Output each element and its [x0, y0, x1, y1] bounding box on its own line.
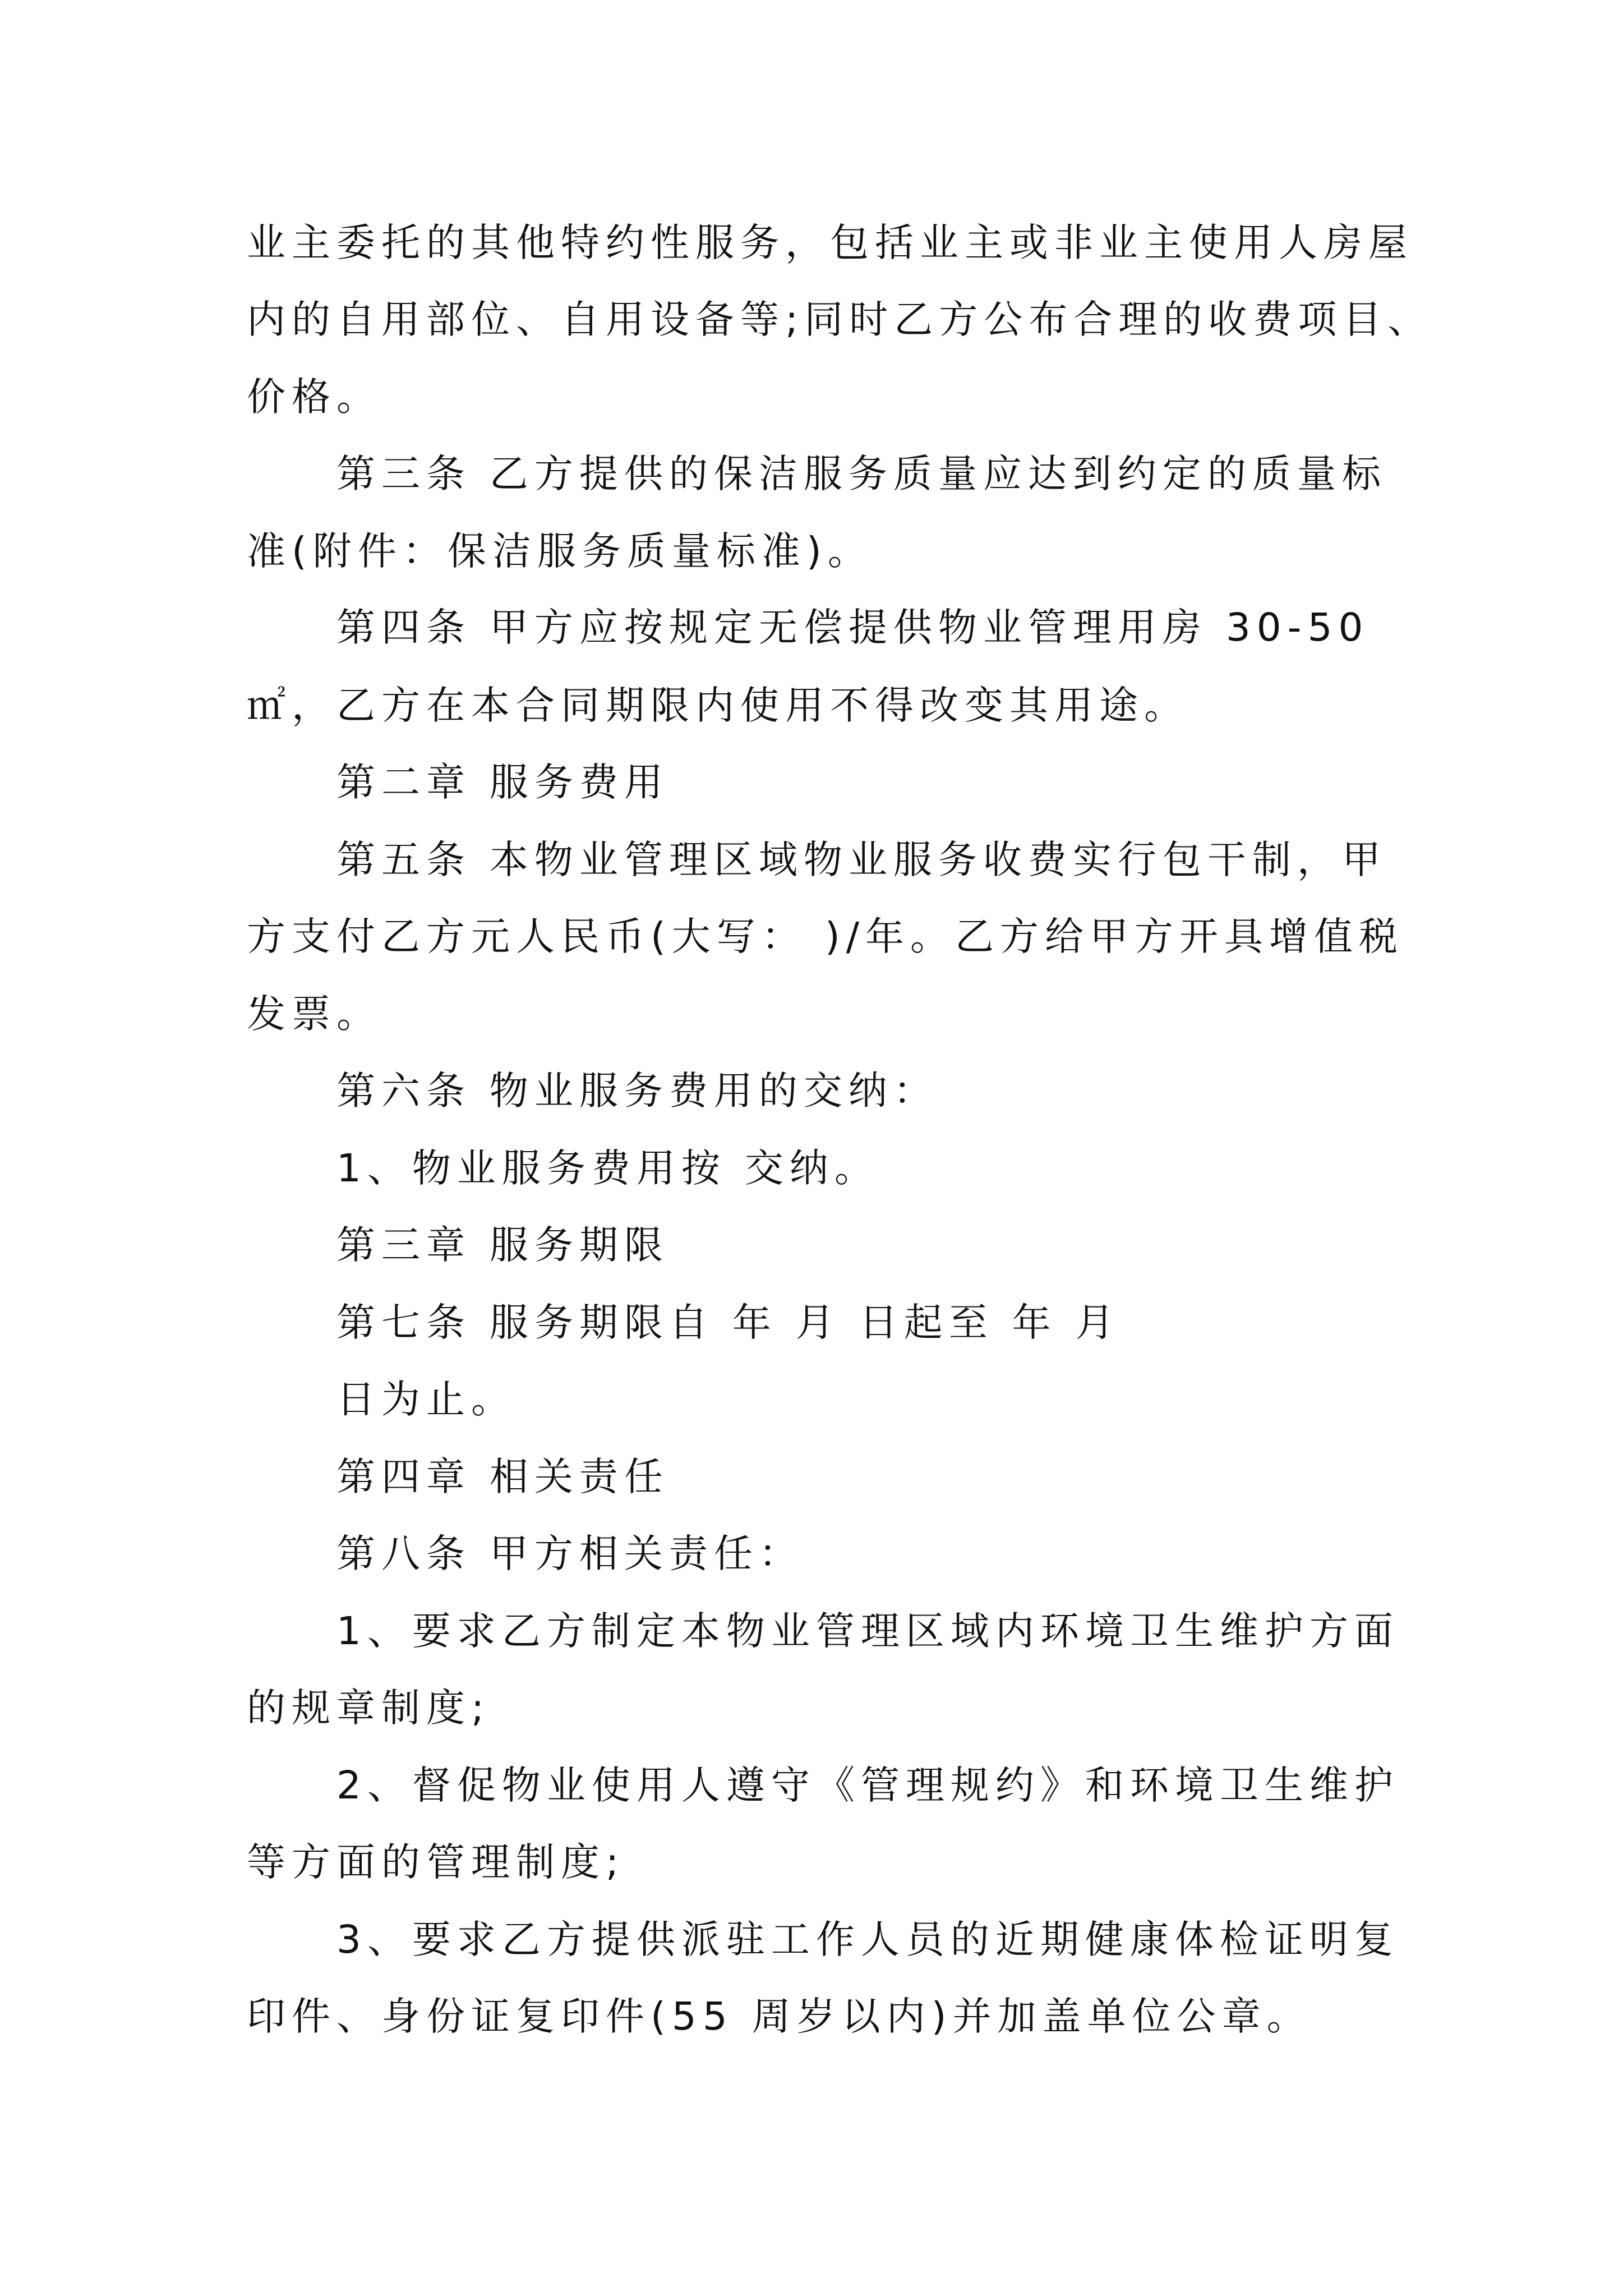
text-line: 内的自用部位、自用设备等;同时乙方公布合理的收费项目、: [247, 297, 1433, 342]
list-item: 3、要求乙方提供派驻工作人员的近期健康体检证明复: [336, 1917, 1399, 1962]
chapter-heading: 第二章 服务费用: [336, 760, 669, 805]
text-line: 价格。: [247, 375, 381, 420]
text-line: 的规章制度;: [247, 1686, 491, 1731]
chapter-heading: 第三章 服务期限: [336, 1223, 669, 1268]
text-line: 方支付乙方元人民币(大写： )/年。乙方给甲方开具增值税: [247, 914, 1404, 959]
text-line: 等方面的管理制度;: [247, 1840, 625, 1885]
list-item: 1、要求乙方制定本物业管理区域内环境卫生维护方面: [336, 1609, 1399, 1654]
text-line: 印件、身份证复印件(55 周岁以内)并加盖单位公章。: [247, 1994, 1312, 2039]
article-5-line: 第五条 本物业管理区域物业服务收费实行包干制，甲: [336, 838, 1387, 882]
article-6-line: 第六条 物业服务费用的交纳：: [336, 1069, 938, 1114]
list-item: 1、物业服务费用按 交纳。: [336, 1146, 879, 1191]
article-8-line: 第八条 甲方相关责任：: [336, 1531, 804, 1576]
text-line: ㎡，乙方在本合同期限内使用不得改变其用途。: [247, 683, 1189, 728]
article-7-line: 第七条 服务期限自 年 月 日起至 年 月: [336, 1300, 1121, 1345]
list-item: 2、督促物业使用人遵守《管理规约》和环境卫生维护: [336, 1763, 1399, 1808]
article-3-line: 第三条 乙方提供的保洁服务质量应达到约定的质量标: [336, 452, 1387, 496]
text-line: 日为止。: [336, 1377, 516, 1422]
text-line: 发票。: [247, 992, 381, 1037]
article-4-line: 第四条 甲方应按规定无偿提供物业管理用房 30-50: [336, 605, 1370, 650]
text-line: 准(附件：保洁服务质量标准)。: [247, 529, 873, 574]
text-line: 业主委托的其他特约性服务，包括业主或非业主使用人房屋: [247, 220, 1413, 265]
chapter-heading: 第四章 相关责任: [336, 1455, 669, 1499]
